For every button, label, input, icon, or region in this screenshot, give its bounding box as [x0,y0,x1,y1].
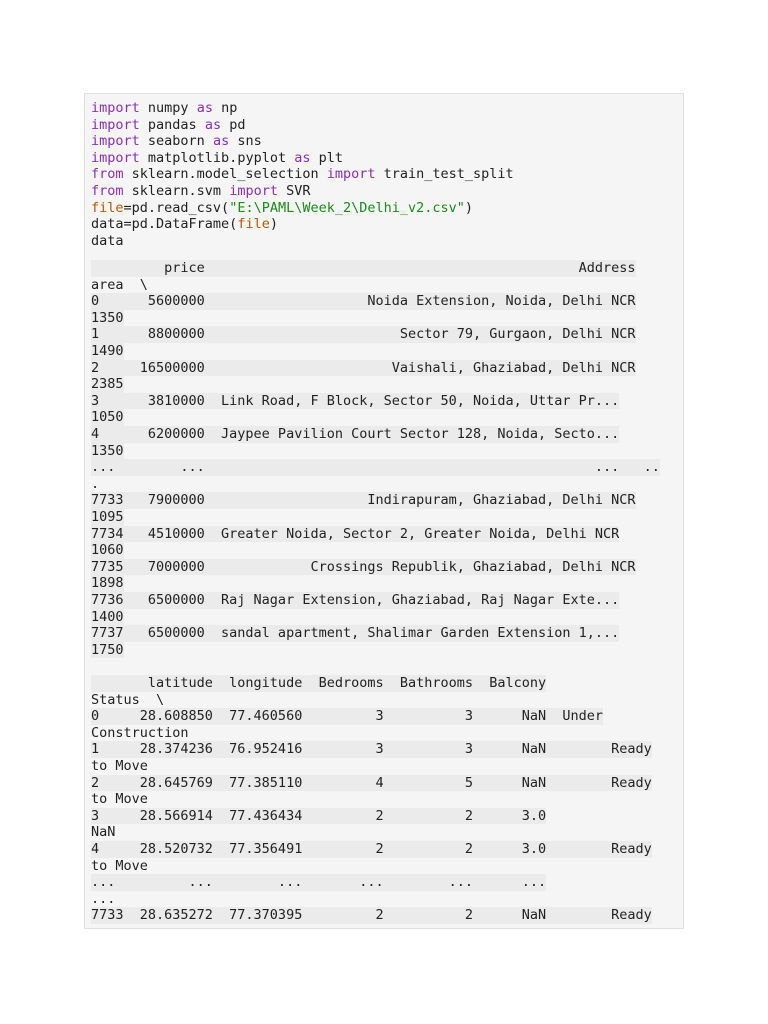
output-line: area \ [91,276,148,293]
code-token: file [91,199,124,216]
output-line: 2385 [91,376,124,393]
code-token: import [91,116,140,133]
code-token: "E:\PAML\Week_2\Delhi_v2.csv" [229,199,465,216]
output-line: 3 28.566914 77.436434 2 2 3.0 [91,807,547,824]
output-line: 1750 [91,641,124,658]
code-token: sklearn.svm [123,183,230,199]
output-line: 7735 7000000 Crossings Republik, Ghaziabad, Delhi NCR [91,558,636,575]
output-line: 7737 6500000 sandal apartment, Shalimar Garden Extension 1,... [91,625,620,642]
code-token: ) [464,199,474,216]
output-line: ... [91,890,116,907]
output-line: Status \ [91,691,165,708]
code-token: numpy [139,100,197,116]
output-line: NaN [91,824,116,841]
code-line [91,166,514,183]
output-line: 7734 4510000 Greater Noida, Sector 2, Greater Noida, Delhi NCR [91,525,620,542]
output-line: 1050 [91,409,124,426]
output-line: Construction [91,724,189,741]
code-line [91,233,124,250]
output-line: ... ... ... .. [91,459,660,476]
code-token: from [91,183,124,199]
code-token: plt [310,149,343,166]
output-line: 2 28.645769 77.385110 4 5 NaN Ready [91,774,652,791]
output-line: 1 28.374236 76.952416 3 3 NaN Ready [91,741,652,758]
code-token: matplotlib.pyplot [139,149,295,166]
code-token: data [91,232,124,249]
code-token: data=pd.DataFrame( [91,216,238,233]
output-line: 2 16500000 Vaishali, Ghaziabad, Delhi NCR [91,359,636,376]
code-token: ) [269,216,278,233]
output-line: price Address [91,260,636,276]
output-line: 1898 [91,575,124,592]
code-token: as [196,100,213,116]
code-token: as [204,116,222,133]
code-token: import [91,133,140,150]
output-line: latitude longitude Bedrooms Bathrooms Balcony [91,675,547,691]
code-token: as [212,133,230,150]
code-token: from [91,166,124,183]
code-token: import [326,166,376,183]
code-line [91,133,262,150]
code-token: import [91,149,140,166]
code-token: pandas [139,116,205,133]
output-line: 7733 7900000 Indirapuram, Ghaziabad, Delhi NCR [91,492,636,509]
code-line [91,100,237,117]
code-token: pd [221,116,246,133]
output-line: 1490 [91,343,124,359]
code-token: as [294,149,311,166]
code-token: file [237,216,270,233]
code-line [91,216,278,233]
output-line: 0 5600000 Noida Extension, Noida, Delhi NCR [91,293,636,310]
output-line: 1 8800000 Sector 79, Gurgaon, Delhi NCR [91,326,636,343]
output-line: to Move [91,791,148,808]
output-line: 1060 [91,542,124,559]
output-line: 1400 [91,608,124,625]
code-token: sns [229,133,262,150]
code-token: np [212,100,238,116]
output-line: 1350 [91,442,124,459]
output-line: 7733 28.635272 77.370395 2 2 NaN Ready [91,907,652,924]
output-line: . [91,475,100,492]
code-line [91,183,310,200]
output-line: 7736 6500000 Raj Nagar Extension, Ghaziabad, Raj Nagar Exte... [91,592,620,608]
code-token: =pd.read_csv( [123,199,230,216]
code-cell[interactable] [84,93,684,929]
output-line: to Move [91,857,148,874]
code-token: seaborn [139,133,213,150]
output-line: 0 28.608850 77.460560 3 3 NaN Under [91,708,604,725]
code-token: import [229,183,278,199]
output-line: ... ... ... ... ... ... [91,874,547,891]
code-token: train_test_split [375,166,514,183]
output-line: 1095 [91,509,124,525]
code-token: import [91,100,140,116]
code-token: SVR [277,183,311,199]
output-line: to Move [91,758,148,774]
code-token: sklearn.model_selection [123,166,327,183]
output-line: 3 3810000 Link Road, F Block, Sector 50, Noida, Uttar Pr... [91,392,620,409]
code-line [91,200,473,217]
output-line: 4 28.520732 77.356491 2 2 3.0 Ready [91,841,652,857]
code-line [91,150,343,167]
output-line: 4 6200000 Jaypee Pavilion Court Sector 128, Noida, Secto... [91,426,620,442]
code-line [91,117,245,134]
output-line: 1350 [91,309,124,326]
